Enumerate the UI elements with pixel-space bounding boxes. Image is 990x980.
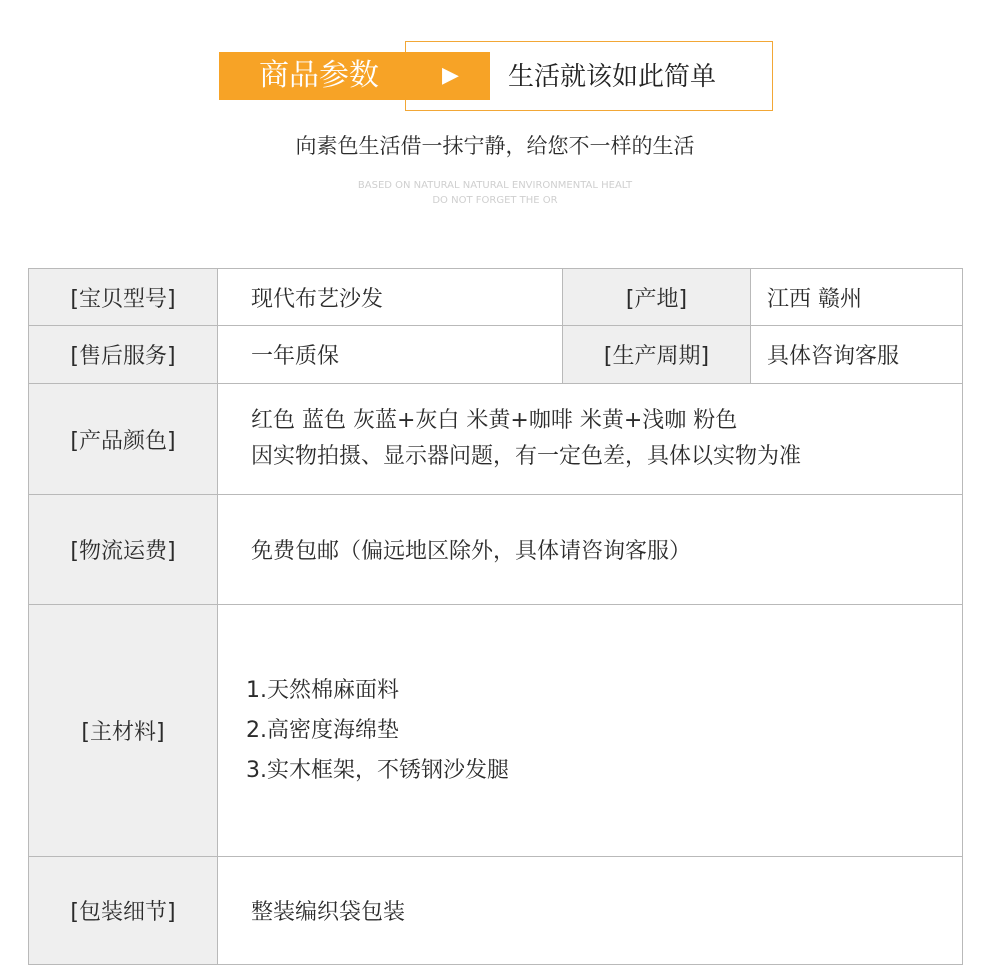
- material-item-3: 3.实木框架，不锈钢沙发腿: [246, 757, 509, 783]
- product-params-table: [28, 268, 963, 965]
- period-value: 具体咨询客服: [751, 326, 963, 384]
- table-row: [29, 384, 963, 495]
- slogan-text: 生活就该如此简单: [508, 62, 717, 92]
- table-row: [29, 857, 963, 965]
- table-row: [29, 495, 963, 605]
- table-row: [29, 605, 963, 857]
- table-row: [29, 326, 963, 384]
- color-value: [218, 384, 963, 495]
- period-label: [生产周期]: [563, 326, 751, 384]
- subtitle-line-1: BASED ON NATURAL NATURAL ENVIRONMENTAL HEALT: [357, 180, 633, 191]
- section-badge-label: 商品参数: [259, 58, 379, 93]
- material-label: [主材料]: [29, 605, 218, 857]
- color-disclaimer: 因实物拍摄、显示器问题，有一定色差，具体以实物为准: [251, 444, 802, 469]
- subtitle-line-2: DO NOT FORGET THE OR: [432, 195, 558, 206]
- color-options: 红色 蓝色 灰蓝+灰白 米黄+咖啡 米黄+浅咖 粉色: [251, 408, 738, 433]
- shipping-value: 免费包邮（偏远地区除外，具体请咨询客服）: [218, 495, 963, 605]
- model-label: [宝贝型号]: [29, 269, 218, 326]
- tagline: 向素色生活借一抹宁静，给您不一样的生活: [295, 134, 695, 158]
- origin-value: 江西 赣州: [751, 269, 963, 326]
- table-row: [29, 269, 963, 326]
- material-value: [218, 605, 963, 857]
- service-label: [售后服务]: [29, 326, 218, 384]
- badge-arrow-block: [405, 52, 490, 100]
- color-label: [产品颜色]: [29, 384, 218, 495]
- shipping-label: [物流运费]: [29, 495, 218, 605]
- material-item-1: 1.天然棉麻面料: [246, 677, 399, 703]
- material-item-2: 2.高密度海绵垫: [246, 717, 399, 743]
- play-arrow-icon: ▶: [442, 63, 459, 88]
- model-value: 现代布艺沙发: [218, 269, 563, 326]
- packing-label: [包装细节]: [29, 857, 218, 965]
- packing-value: 整装编织袋包装: [218, 857, 963, 965]
- service-value: 一年质保: [218, 326, 563, 384]
- origin-label: [产地]: [563, 269, 751, 326]
